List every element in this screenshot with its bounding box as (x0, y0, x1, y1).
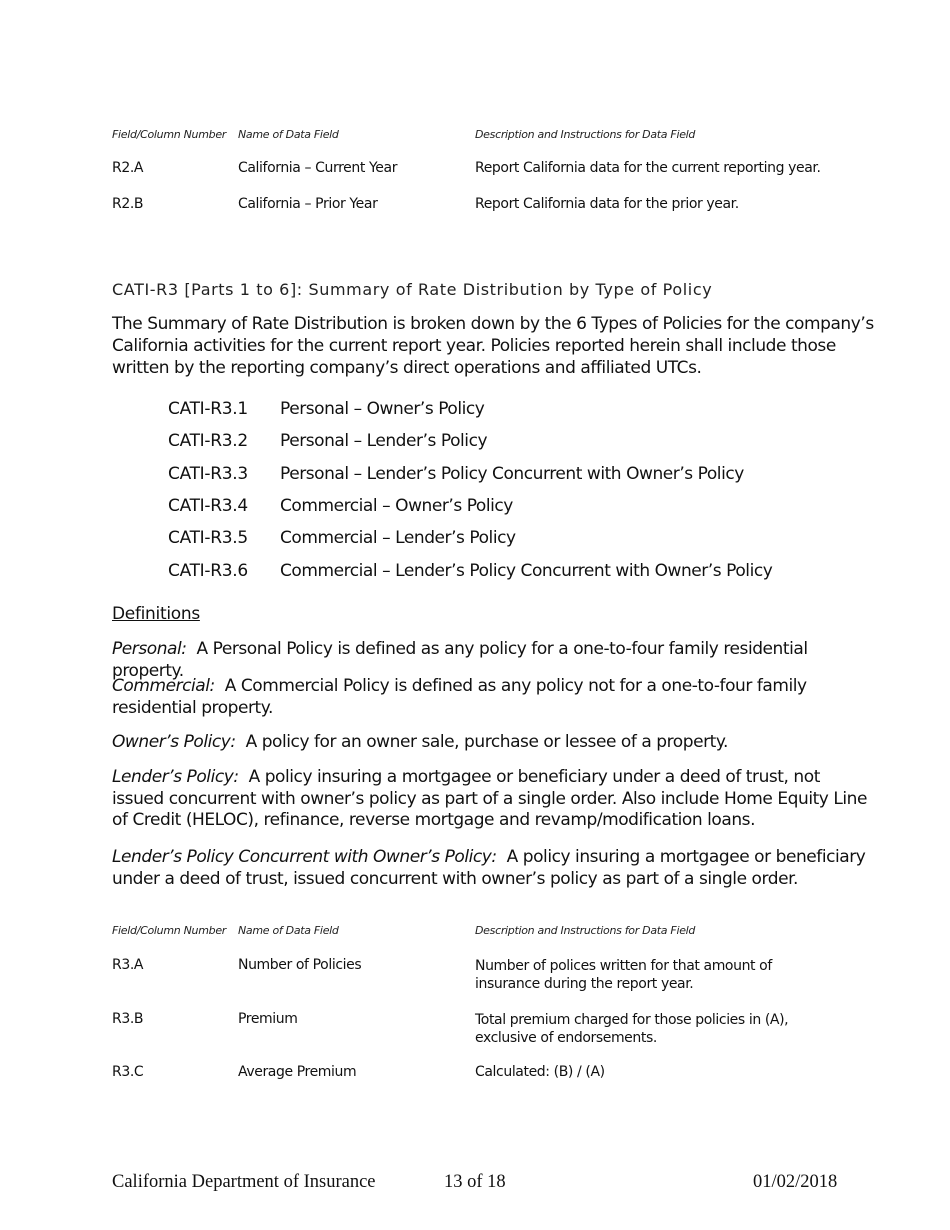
header-name-of-data-field: Name of Data Field (238, 924, 339, 937)
policy-name: Personal – Lender’s Policy Concurrent with Owner’s Policy (280, 464, 744, 484)
footer-page-number: 13 of 18 (444, 1172, 506, 1192)
footer-organization: California Department of Insurance (112, 1172, 376, 1192)
definition-commercial (112, 676, 872, 719)
footer-date: 01/02/2018 (753, 1172, 838, 1192)
definition-text: A Commercial Policy is defined as any policy not for a one-to-four family residential property. (112, 676, 807, 718)
definition-term: Lender’s Policy Concurrent with Owner’s Policy: (112, 847, 497, 867)
definition-term: Lender’s Policy: (112, 767, 239, 787)
field-number: R2.B (112, 196, 144, 212)
definition-term: Owner’s Policy: (112, 732, 236, 752)
policy-name: Commercial – Owner’s Policy (280, 496, 513, 516)
definition-owners-policy (112, 732, 872, 754)
policy-code: CATI-R3.4 (168, 496, 248, 516)
field-name: Number of Policies (238, 957, 362, 973)
header-description: Description and Instructions for Data Field (475, 128, 696, 141)
field-name: Average Premium (238, 1064, 357, 1080)
section-intro: The Summary of Rate Distribution is broken down by the 6 Types of Policies for the company’s California activities for the current report year. Policies reported herein shall include those written by the reporting company’s direct operations and affiliated UTCs. (112, 314, 874, 378)
policy-name: Personal – Owner’s Policy (280, 399, 485, 419)
definition-lenders-concurrent (112, 847, 872, 890)
definition-term: Commercial: (112, 676, 215, 696)
definition-term: Personal: (112, 639, 187, 659)
header-name-of-data-field: Name of Data Field (238, 128, 339, 141)
policy-code: CATI-R3.6 (168, 561, 248, 581)
field-name: California – Current Year (238, 160, 398, 176)
header-description: Description and Instructions for Data Field (475, 924, 696, 937)
field-description: Total premium charged for those policies in (A), exclusive of endorsements. (475, 1012, 789, 1046)
field-name: California – Prior Year (238, 196, 378, 212)
definition-text: A policy for an owner sale, purchase or lessee of a property. (245, 732, 728, 752)
header-field-column-number: Field/Column Number (112, 128, 227, 141)
field-number: R3.A (112, 957, 144, 973)
policy-code: CATI-R3.5 (168, 528, 248, 548)
field-number: R3.C (112, 1064, 144, 1080)
field-number: R3.B (112, 1011, 144, 1027)
definition-text: A policy insuring a mortgagee or beneficiary under a deed of trust, issued concurrent with owner’s policy as part of a single order. (112, 847, 866, 889)
policy-code: CATI-R3.1 (168, 399, 248, 419)
definitions-heading: Definitions (112, 604, 200, 624)
policy-code: CATI-R3.3 (168, 464, 248, 484)
policy-code: CATI-R3.2 (168, 431, 248, 451)
policy-name: Commercial – Lender’s Policy (280, 528, 516, 548)
field-description: Report California data for the prior year. (475, 196, 739, 212)
section-title: CATI-R3 [Parts 1 to 6]: Summary of Rate Distribution by Type of Policy (112, 280, 713, 299)
header-field-column-number: Field/Column Number (112, 924, 227, 937)
policy-name: Commercial – Lender’s Policy Concurrent with Owner’s Policy (280, 561, 773, 581)
definition-text: A policy insuring a mortgagee or beneficiary under a deed of trust, not issued concurrent with owner’s policy as part of a single order. Also include Home Equity Line of Credit (HELOC), refinance, reverse mortgage and revamp/modification loans. (112, 767, 867, 830)
definition-lenders-policy (112, 767, 872, 832)
field-description: Calculated: (B) / (A) (475, 1064, 605, 1080)
field-description: Report California data for the current reporting year. (475, 160, 821, 176)
field-name: Premium (238, 1011, 298, 1027)
field-number: R2.A (112, 160, 144, 176)
policy-name: Personal – Lender’s Policy (280, 431, 488, 451)
definition-text: A Personal Policy is defined as any policy for a one-to-four family residential property. (112, 639, 808, 681)
field-description: Number of polices written for that amount of insurance during the report year. (475, 958, 772, 992)
